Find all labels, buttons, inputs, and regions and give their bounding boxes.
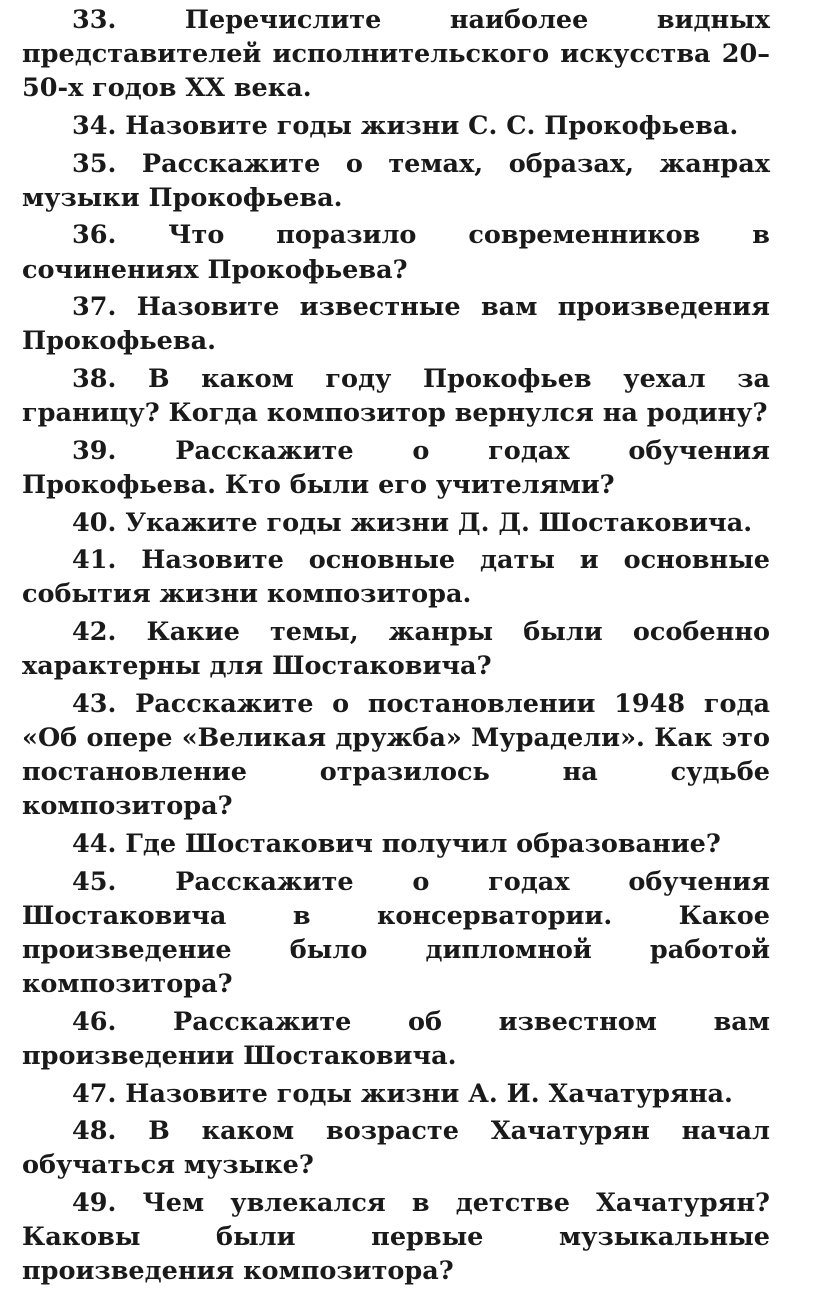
question-number: 47.: [72, 1078, 117, 1109]
question-38: [22, 362, 770, 430]
question-number: 40.: [72, 507, 117, 538]
question-number: 49.: [72, 1187, 117, 1218]
question-text: Укажите годы жизни Д. Д. Шостаковича.: [125, 507, 753, 538]
question-number: 41.: [72, 545, 117, 576]
question-text: Назовите основные даты и основные события жизни композитора.: [22, 545, 770, 610]
question-text: Расскажите об известном вам произведении Шостаковича.: [22, 1006, 770, 1071]
question-number: 33.: [72, 5, 117, 35]
question-text: Что поразило современников в сочинениях Прокофьева?: [22, 220, 770, 285]
question-number: 35.: [72, 148, 117, 179]
question-number: 38.: [72, 363, 117, 394]
question-text: Назовите известные вам произведения Прокофьева.: [22, 292, 770, 357]
question-42: [22, 615, 770, 683]
question-number: 46.: [72, 1006, 117, 1037]
question-text: Где Шостакович получил образование?: [125, 828, 721, 859]
question-41: [22, 543, 770, 611]
question-34: [22, 109, 770, 143]
question-text: Расскажите о постановлении 1948 года «Об опере «Великая дружба» Мурадели». Как это постановление отразилось на судьбе композитора?: [22, 688, 770, 822]
question-46: [22, 1005, 770, 1073]
question-number: 37.: [72, 292, 117, 323]
question-text: В каком возрасте Хачатурян начал обучаться музыке?: [22, 1116, 770, 1181]
question-text: Чем увлекался в детстве Хачатурян? Каковы были первые музыкальные произведения композитора?: [22, 1187, 770, 1287]
question-48: [22, 1114, 770, 1182]
question-number: 43.: [72, 688, 117, 719]
question-37: [22, 290, 770, 358]
question-text: Перечислите наиболее видных представителей исполнительского искусства 20–50-х годов XX века.: [22, 5, 770, 104]
question-40: [22, 506, 770, 540]
question-number: 48.: [72, 1116, 117, 1147]
question-35: [22, 147, 770, 215]
question-text: Расскажите о годах обучения Шостаковича в консерватории. Какое произведение было дипломной работой композитора?: [22, 866, 770, 1000]
question-number: 45.: [72, 866, 117, 897]
question-44: [22, 827, 770, 861]
question-text: В каком году Прокофьев уехал за границу? Когда композитор вернулся на родину?: [22, 363, 770, 429]
question-text: Назовите годы жизни С. С. Прокофьева.: [125, 111, 739, 141]
question-49: [22, 1186, 770, 1289]
question-text: Расскажите о годах обучения Прокофьева. Кто были его учителями?: [22, 435, 770, 500]
question-39: [22, 434, 770, 502]
question-33: [22, 3, 770, 106]
question-text: Расскажите о темах, образах, жанрах музыки Прокофьева.: [22, 148, 770, 213]
question-47: [22, 1077, 770, 1111]
question-number: 36.: [72, 220, 117, 251]
question-43: [22, 687, 770, 824]
question-number: 34.: [72, 111, 117, 141]
question-number: 39.: [72, 435, 117, 466]
question-36: [22, 218, 770, 286]
question-45: [22, 865, 770, 1002]
question-text: Назовите годы жизни А. И. Хачатуряна.: [125, 1078, 733, 1109]
question-text: Какие темы, жанры были особенно характерны для Шостаковича?: [22, 616, 770, 682]
question-number: 42.: [72, 616, 117, 647]
question-number: 44.: [72, 828, 117, 859]
